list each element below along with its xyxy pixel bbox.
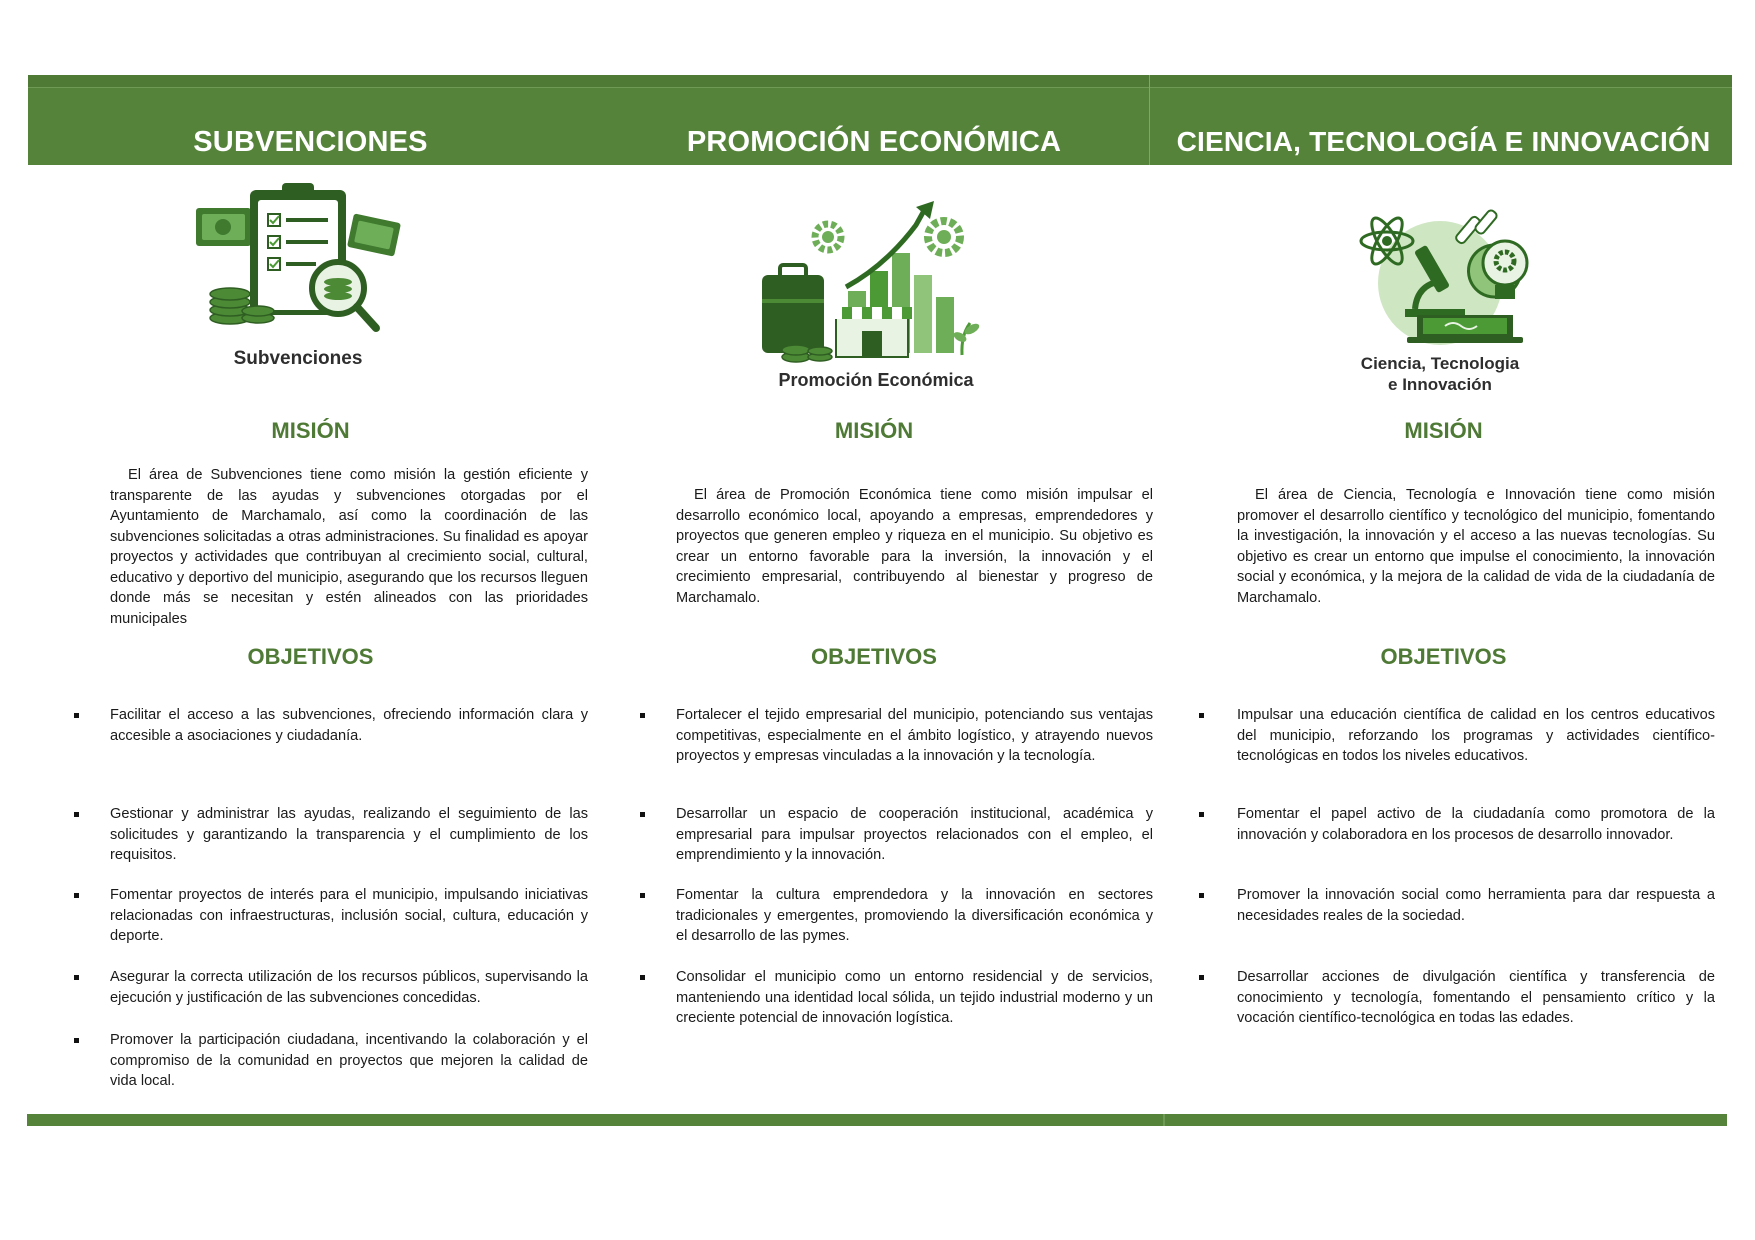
bullet [74, 893, 79, 898]
objective-item: Fomentar el papel activo de la ciudadanía como promotora de la innovación y colaboradora en los procesos de desarrollo innovador. [1237, 806, 1715, 843]
mission-text: El área de Subvenciones tiene como misión la gestión eficiente y transparente de las ayudas y subvenciones otorgadas por el Ayuntamiento de Marchamalo, así como la coordinación de las subvenciones solicitadas a otras administraciones. Su finalidad es apoyar proyectos y actividades que contribuyan al crecimiento social, cultural, educativo y deportivo del municipio, asegurando que los recursos lleguen donde más se necesitan y estén alineados con las prioridades municipales [110, 467, 588, 627]
mission-text: El área de Ciencia, Tecnología e Innovación tiene como misión promover el desarrollo científico y tecnológico del municipio, fomentando la investigación, la innovación y el acceso a las nuevas tecnologías. Su objetivo es crear un entorno que impulse el conocimiento, la innovación social y económica, y la mejora de la calidad de vida de la ciudadanía de Marchamalo. [1237, 487, 1715, 606]
mission-heading: MISIÓN [271, 418, 350, 443]
bullet [640, 893, 645, 898]
bullet [74, 713, 79, 718]
subsidies-icon [188, 178, 408, 373]
bullet [74, 1038, 79, 1043]
objectives-heading: OBJETIVOS [247, 644, 374, 669]
footer-bar-divider [1163, 1114, 1165, 1126]
mission-heading: MISIÓN [834, 418, 914, 443]
science-technology-icon [1345, 205, 1535, 400]
icon-caption-line2: e Innovación [1388, 375, 1492, 394]
economic-promotion-icon [756, 195, 996, 400]
icon-caption-line1: Ciencia, Tecnologia [1360, 354, 1520, 373]
objectives-heading: OBJETIVOS [811, 644, 937, 669]
footer-bar [27, 1114, 1727, 1126]
objective-item: Facilitar el acceso a las subvenciones, ofreciendo información clara y accesible a asociaciones y ciudadanía. [110, 707, 588, 744]
bullet [640, 975, 645, 980]
objective-item: Fortalecer el tejido empresarial del municipio, potenciando sus ventajas competitivas, especialmente en el ámbito logístico, y atrayendo nuevos proyectos y empresas vinculadas a la innovación y la tecnología. [676, 707, 1153, 764]
bullet [1199, 893, 1204, 898]
bullet [640, 812, 645, 817]
mission-text: El área de Promoción Económica tiene como misión impulsar el desarrollo económico local, apoyando a empresas, emprendedores y proyectos que generen empleo y riqueza en el municipio. Su objetivo es crear un entorno favorable para la inversión, la innovación y el crecimiento empresarial, contribuyendo al bienestar y progreso de Marchamalo. [676, 487, 1153, 606]
objective-item: Promover la participación ciudadana, incentivando la colaboración y el compromiso de la comunidad en proyectos que mejoren la calidad de vida local. [110, 1032, 588, 1089]
bullet [1199, 975, 1204, 980]
objective-item: Desarrollar un espacio de cooperación institucional, académica y empresarial para impulsar proyectos relacionados con el empleo, el emprendimiento y la innovación. [676, 806, 1153, 863]
objective-item: Consolidar el municipio como un entorno residencial y de servicios, manteniendo una identidad local sólida, un tejido industrial moderno y un creciente potencial de innovación logística. [676, 969, 1153, 1026]
objective-item: Gestionar y administrar las ayudas, realizando el seguimiento de las solicitudes y garantizando la transparencia y el cumplimiento de los requisitos. [110, 806, 588, 863]
objective-item: Fomentar proyectos de interés para el municipio, impulsando iniciativas relacionadas con infraestructuras, inclusión social, cultura, educación y deporte. [110, 887, 588, 944]
icon-caption: Promoción Económica [778, 370, 974, 390]
column-title: CIENCIA, TECNOLOGÍA E INNOVACIÓN [1176, 126, 1711, 157]
objective-item: Asegurar la correcta utilización de los recursos públicos, supervisando la ejecución y justificación de las subvenciones concedidas. [110, 969, 588, 1006]
bullet [74, 812, 79, 817]
column-subvenciones [28, 0, 593, 1240]
objective-item: Fomentar la cultura emprendedora y la innovación en sectores tradicionales y emergentes, promoviendo la diversificación económica y el desarrollo de las pymes. [676, 887, 1153, 944]
column-promocion-economica [593, 0, 1155, 1240]
mission-heading: MISIÓN [1404, 418, 1483, 443]
objective-item: Desarrollar acciones de divulgación científica y transferencia de conocimiento y tecnología, fomentando el pensamiento crítico y la vocación científico-tecnológica en todas las edades. [1237, 969, 1715, 1026]
column-ciencia-tecnologia [1155, 0, 1732, 1240]
objectives-heading: OBJETIVOS [1380, 644, 1507, 669]
bullet [1199, 812, 1204, 817]
bullet [1199, 713, 1204, 718]
bullet [640, 713, 645, 718]
column-title: PROMOCIÓN ECONÓMICA [686, 126, 1062, 158]
bullet [74, 975, 79, 980]
column-title: SUBVENCIONES [193, 126, 428, 158]
objective-item: Impulsar una educación científica de calidad en los centros educativos del municipio, reforzando los programas y actividades científico-tecnológicas en todos los niveles educativos. [1237, 707, 1715, 764]
icon-caption [1345, 353, 1535, 395]
objective-item: Promover la innovación social como herramienta para dar respuesta a necesidades reales de la sociedad. [1237, 887, 1715, 924]
icon-caption: Subvenciones [233, 348, 363, 369]
